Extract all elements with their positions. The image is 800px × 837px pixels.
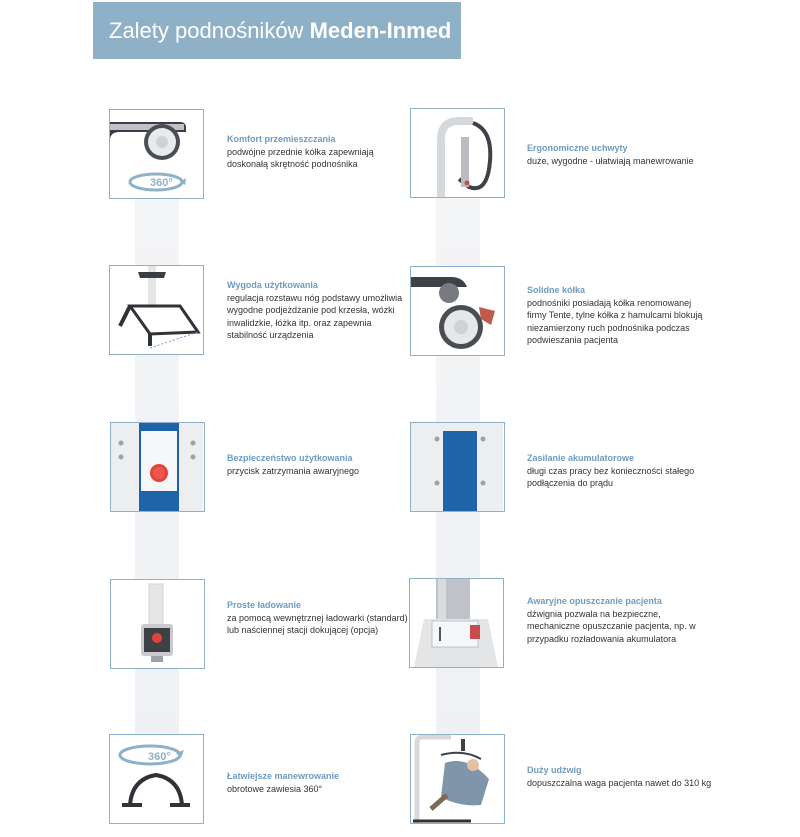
feature-title: Proste ładowanie <box>227 600 302 610</box>
feature-desc: duże, wygodne - ułatwiają manewrowanie <box>527 155 694 166</box>
feature-title: Wygoda użytkowania <box>227 280 318 290</box>
feature-desc: podwójne przednie kółka zapewniają doskonałą skrętność podnośnika <box>227 146 374 169</box>
feature-emergency-lowering <box>527 595 712 645</box>
rotation-badge: 360° <box>150 177 173 189</box>
feature-title: Solidne kółka <box>527 285 586 295</box>
feature-title: Bezpieczeństwo użytkowania <box>227 453 353 463</box>
feature-title: Duży udźwig <box>527 765 582 775</box>
battery-icon <box>410 422 505 512</box>
emergency-lowering-icon <box>409 578 504 668</box>
feature-title: Ergonomiczne uchwyty <box>527 143 628 153</box>
feature-title: Łatwiejsze manewrowanie <box>227 771 340 781</box>
rotation-badge: 360° <box>148 751 171 763</box>
feature-desc: dźwignia pozwala na bezpieczne, mechaniczne opuszczanie pacjenta, np. w przypadku rozładowania akumulatora <box>527 608 696 644</box>
feature-battery <box>527 452 712 490</box>
braked-wheel-icon <box>410 266 505 356</box>
feature-wheels <box>527 284 712 347</box>
header-title-light: Zalety podnośników <box>109 18 304 43</box>
feature-maneuvering <box>227 770 412 795</box>
feature-capacity <box>527 764 712 789</box>
emergency-stop-icon <box>110 422 205 512</box>
feature-desc: obrotowe zawiesia 360° <box>227 783 323 794</box>
feature-desc: długi czas pracy bez konieczności stałego podłączenia do prądu <box>527 465 695 488</box>
charger-icon <box>110 579 205 669</box>
caster-wheel-icon <box>109 109 204 199</box>
feature-desc: podnośniki posiadają kółka renomowanej firmy Tente, tylne kółka z hamulcami blokują niezamierzony ruch podnośnika podczas podwieszania pacjenta <box>527 297 703 345</box>
feature-comfort <box>227 133 412 171</box>
feature-desc: przycisk zatrzymania awaryjnego <box>227 465 360 476</box>
feature-title: Zasilanie akumulatorowe <box>527 453 635 463</box>
feature-desc: za pomocą wewnętrznej ładowarki (standard) lub naściennej stacji dokującej (opcja) <box>227 612 408 635</box>
handle-icon <box>410 108 505 198</box>
feature-desc: dopuszczalna waga pacjenta nawet do 310 kg <box>527 777 712 788</box>
header-title-bold: Meden-Inmed <box>309 18 452 43</box>
feature-desc: regulacja rozstawu nóg podstawy umożliwia wygodne podjeżdżanie pod krzesła, wózki inwalidzkie, łóżka itp. oraz zapewnia stabilność urządzenia <box>227 292 403 340</box>
feature-ergonomic <box>527 142 712 167</box>
feature-safety <box>227 452 412 477</box>
rotating-hanger-icon <box>109 734 204 824</box>
feature-convenience <box>227 279 412 342</box>
feature-title: Komfort przemieszczania <box>227 134 336 144</box>
feature-charging <box>227 599 412 637</box>
feature-title: Awaryjne opuszczanie pacjenta <box>527 596 662 606</box>
patient-lift-icon <box>410 734 505 824</box>
page-header <box>93 2 461 59</box>
adjustable-base-icon <box>109 265 204 355</box>
